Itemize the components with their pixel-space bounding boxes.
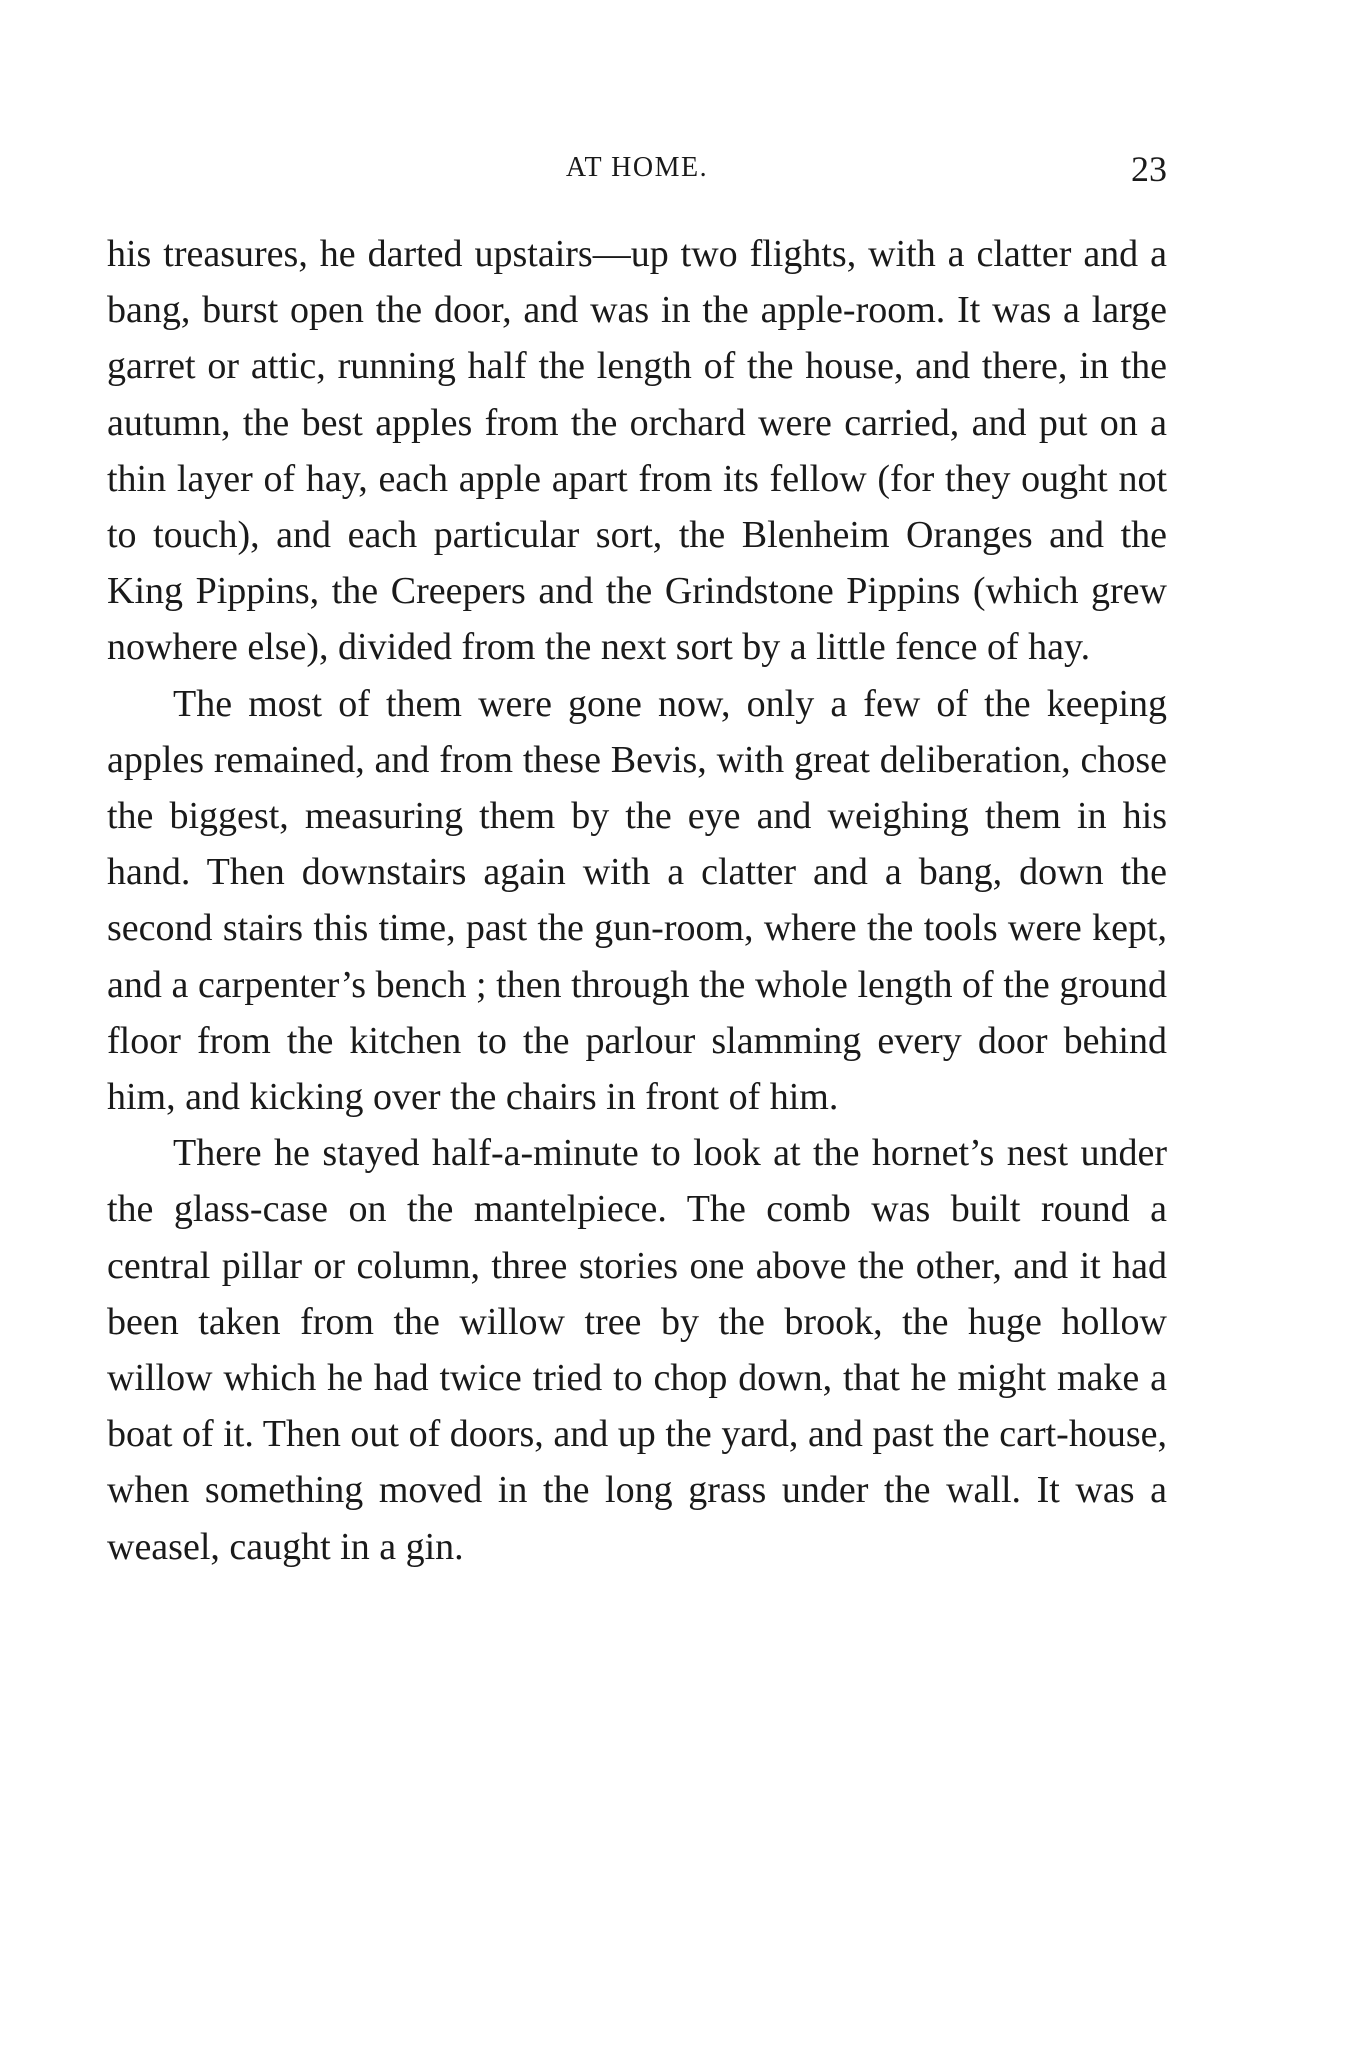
running-header	[107, 148, 1167, 192]
page-number: 23	[1131, 149, 1167, 189]
running-title: AT HOME.	[565, 152, 709, 183]
paragraph-apples: The most of them were gone now, only a few of the keeping apples remained, and from these Bevis, with great deliberation, chose the biggest, measuring them by the eye and weighing them in his hand. Then downstairs again with a clatter and a bang, down the second stairs this time, past the gun-room, where the tools were kept, and a carpenter’s bench ; then through the whole length of the ground floor from the kitchen to the parlour slamming every door behind him, and kicking over the chairs in front of him.	[107, 682, 1167, 1119]
paragraph-continued: his treasures, he darted upstairs—up two flights, with a clatter and a bang, burst open the door, and was in the apple-room. It was a large garret or attic, running half the length of the house, and there, in the autumn, the best apples from the orchard were carried, and put on a thin layer of hay, each apple apart from its fellow (for they ought not to touch), and each particular sort, the Blenheim Oranges and the King Pippins, the Creepers and the Grindstone Pippins (which grew nowhere else), divided from the next sort by a little fence of hay.	[107, 233, 1167, 669]
body-text	[107, 226, 1167, 1575]
paragraph-hornets-nest: There he stayed half-a-minute to look at the hornet’s nest under the glass-case on the mantelpiece. The comb was built round a central pillar or column, three stories one above the other, and it had been taken from the willow tree by the brook, the huge hollow willow which he had twice tried to chop down, that he might make a boat of it. Then out of doors, and up the yard, and past the cart-house, when something moved in the long grass under the wall. It was a weasel, caught in a gin.	[107, 1132, 1167, 1568]
